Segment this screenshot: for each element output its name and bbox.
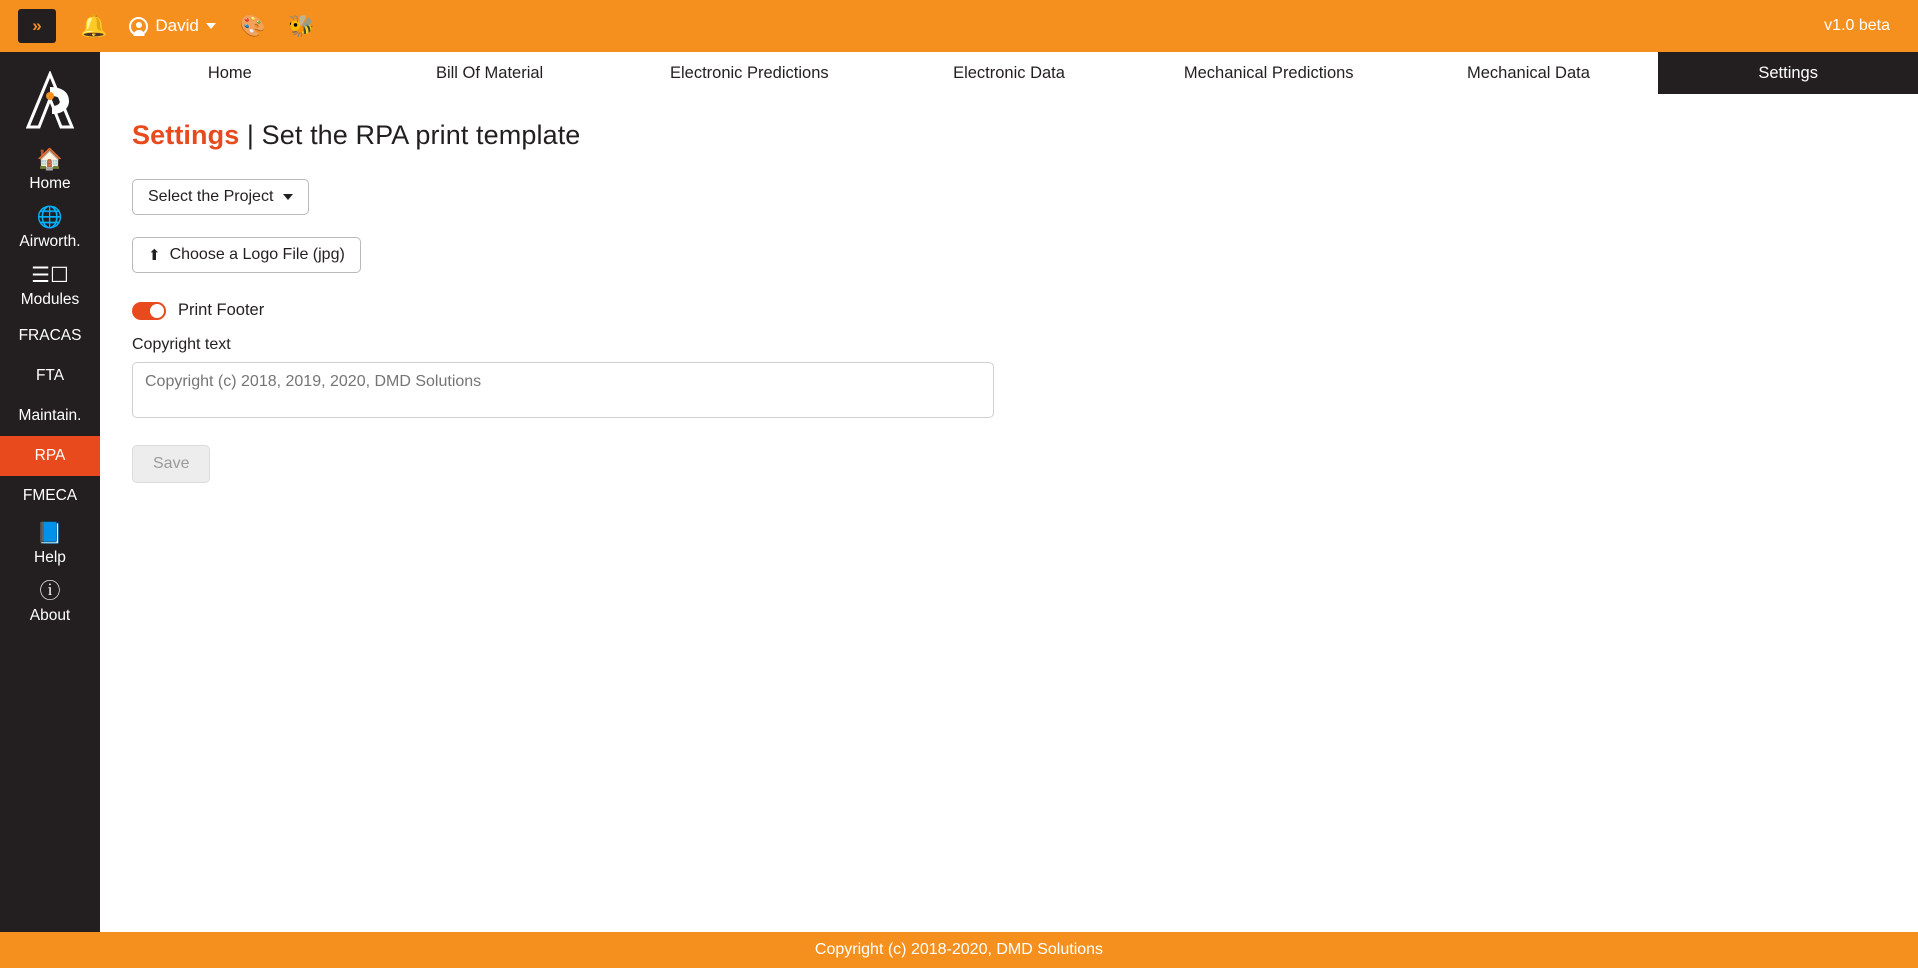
project-select-label: Select the Project [148, 188, 274, 205]
sidebar-item-label: Airworth. [19, 233, 81, 250]
sidebar-item-label: FRACAS [18, 327, 82, 344]
chevron-down-icon [206, 23, 216, 29]
sidebar-toggle-button[interactable] [18, 9, 56, 43]
settings-panel [100, 94, 1918, 509]
choose-logo-file-label: Choose a Logo File (jpg) [169, 246, 345, 263]
print-footer-row [132, 301, 1886, 320]
tab-settings[interactable]: Settings [1658, 52, 1918, 94]
copyright-text-input[interactable] [132, 362, 994, 418]
sidebar-item-fta[interactable] [0, 356, 100, 396]
user-menu[interactable] [129, 16, 215, 36]
sidebar-item-help[interactable] [0, 516, 100, 574]
palette-icon[interactable]: 🎨 [239, 14, 267, 38]
footer-copyright-text: Copyright (c) 2018-2020, DMD Solutions [814, 941, 1104, 958]
sidebar-item-label: RPA [34, 447, 66, 464]
version-label: v1.0 beta [1824, 17, 1890, 34]
chevron-down-icon [283, 194, 293, 200]
tab-home[interactable]: Home [207, 63, 252, 82]
sidebar-item-label: Modules [20, 291, 80, 308]
save-button[interactable]: Save [132, 445, 210, 483]
main-content [100, 52, 1918, 932]
upload-icon: ⬆ [148, 246, 161, 264]
page-title-rest: Set the RPA print template [261, 120, 581, 150]
notifications-bell-icon[interactable]: 🔔 [80, 13, 108, 38]
toggle-knob [150, 304, 164, 318]
sidebar-item-fracas[interactable] [0, 316, 100, 356]
print-footer-label: Print Footer [178, 301, 265, 319]
bug-icon[interactable]: 🐝 [288, 14, 315, 38]
page-title-highlight: Settings [132, 120, 240, 150]
app-logo [0, 52, 100, 142]
sidebar-item-fmeca[interactable] [0, 476, 100, 516]
sidebar-item-label: Home [29, 175, 71, 192]
info-icon: ⓘ [39, 580, 61, 603]
top-bar [0, 0, 1918, 52]
top-navigation-tabs [100, 52, 1918, 94]
print-footer-toggle[interactable] [132, 302, 166, 320]
project-select-dropdown[interactable] [132, 179, 309, 215]
sidebar-item-label: Maintain. [18, 407, 82, 424]
sidebar-item-label: FMECA [22, 487, 78, 504]
app-logo-icon [19, 71, 81, 131]
sidebar-item-label: FTA [35, 367, 65, 384]
sidebar-item-airworth[interactable] [0, 200, 100, 258]
tab-bill-of-material[interactable]: Bill Of Material [435, 63, 544, 82]
modules-icon: ☰☐ [31, 264, 69, 287]
tab-mechanical-data[interactable]: Mechanical Data [1467, 63, 1590, 82]
chevron-double-right-icon: » [32, 16, 42, 35]
sidebar-item-maintain[interactable] [0, 396, 100, 436]
sidebar [0, 52, 100, 932]
user-avatar-icon [129, 17, 148, 36]
home-icon: 🏠 [36, 148, 64, 171]
page-footer [0, 932, 1918, 968]
sidebar-item-modules[interactable] [0, 258, 100, 316]
sidebar-item-about[interactable] [0, 574, 100, 632]
sidebar-item-label: About [29, 607, 71, 624]
globe-icon: 🌐 [36, 206, 64, 229]
tab-electronic-predictions[interactable]: Electronic Predictions [669, 63, 829, 82]
tab-electronic-data[interactable]: Electronic Data [953, 63, 1065, 82]
tab-mechanical-predictions[interactable]: Mechanical Predictions [1183, 63, 1354, 82]
page-title [132, 120, 1886, 151]
user-name-label: David [155, 16, 199, 35]
sidebar-item-rpa[interactable] [0, 436, 100, 476]
copyright-text-label: Copyright text [132, 336, 231, 353]
book-icon: 📘 [36, 522, 64, 545]
choose-logo-file-button[interactable] [132, 237, 361, 273]
sidebar-item-label: Help [34, 549, 66, 566]
sidebar-item-home[interactable] [0, 142, 100, 200]
page-title-separator: | [239, 120, 262, 150]
